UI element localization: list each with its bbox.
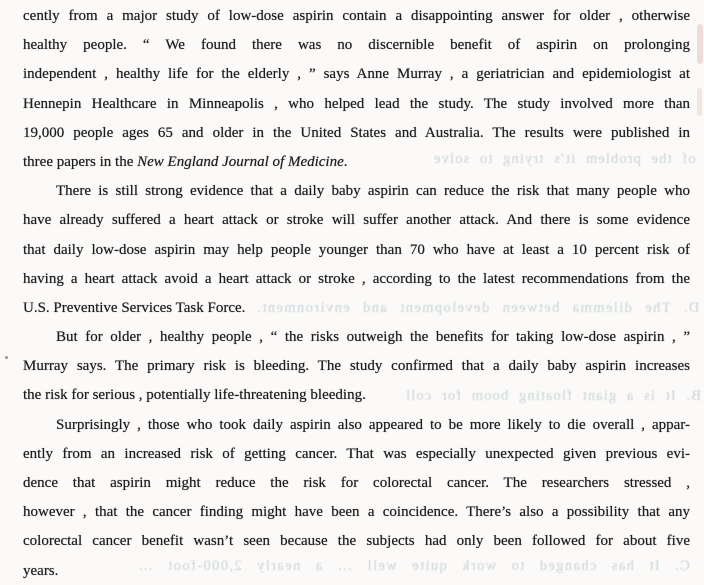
ink-speck <box>5 356 8 359</box>
text-line: U.S. Preventive Services Task Force. <box>23 299 246 316</box>
text-line: colorectal cancer benefit wasn’t seen because the subjects had only been followed for about five <box>23 533 690 550</box>
text-line: ently from an increased risk of getting cancer. That was especially unexpected given previous evi- <box>23 445 690 462</box>
text-line: that daily low-dose aspirin may help people younger than 70 who have at least a 10 percent risk of <box>23 241 690 258</box>
text-segment: . <box>343 153 348 170</box>
text-line: dence that aspirin might reduce the risk for colorectal cancer. The researchers stressed , <box>23 475 690 491</box>
text-line: have already suffered a heart attack or stroke will suffer another attack. And there is some evidence <box>23 212 690 229</box>
text-line: however , that the cancer finding might have been a coincidence. There’s also a possibility that any <box>23 504 690 521</box>
journal-title: New England Journal of Medicine <box>137 153 344 170</box>
text-line: the risk for serious , potentially life-threatening bleeding. <box>23 387 366 404</box>
text-line: But for older , healthy people , “ the risks outweigh the benefits for taking low-dose aspirin , ” <box>56 329 690 346</box>
text-line: 19,000 people ages 65 and older in the United States and Australia. The results were published in <box>23 124 690 141</box>
text-line: Surprisingly , those who took daily aspirin also appeared to be more likely to die overall , appar- <box>56 416 690 433</box>
ghost-bleedthrough-text: B. It is a giant floating boom for coll <box>405 388 701 404</box>
text-line: independent , healthy life for the elderly , ” says Anne Murray , a geriatrician and epidemiologist at <box>23 66 690 83</box>
scan-smudge-mark <box>697 88 702 116</box>
text-line: years. <box>23 562 59 579</box>
text-line: cently from a major study of low-dose aspirin contain a disappointing answer for older , otherwise <box>23 8 690 24</box>
text-line: Hennepin Healthcare in Minneapolis , who helped lead the study. The study involved more than <box>23 95 690 112</box>
ghost-bleedthrough-text: D. The dilemma between development and environment. <box>255 300 699 316</box>
text-line: There is still strong evidence that a daily baby aspirin can reduce the risk that many people who <box>56 183 690 200</box>
ghost-bleedthrough-text: of the problem it’s trying to solve <box>433 151 696 167</box>
text-line: Murray says. The primary risk is bleeding. The study confirmed that a daily baby aspirin increases <box>23 358 690 375</box>
text-line: healthy people. “ We found there was no discernible benefit of aspirin on prolonging <box>23 37 690 54</box>
text-line: having a heart attack avoid a heart attack or stroke , according to the latest recommendations from the <box>23 270 690 287</box>
text-segment: three papers in the <box>23 153 138 170</box>
scan-smudge-mark <box>697 24 703 64</box>
ghost-bleedthrough-text: C. It has changed to work quite well … a nearly 2,000-foot … <box>137 558 690 574</box>
text-line <box>23 148 690 177</box>
